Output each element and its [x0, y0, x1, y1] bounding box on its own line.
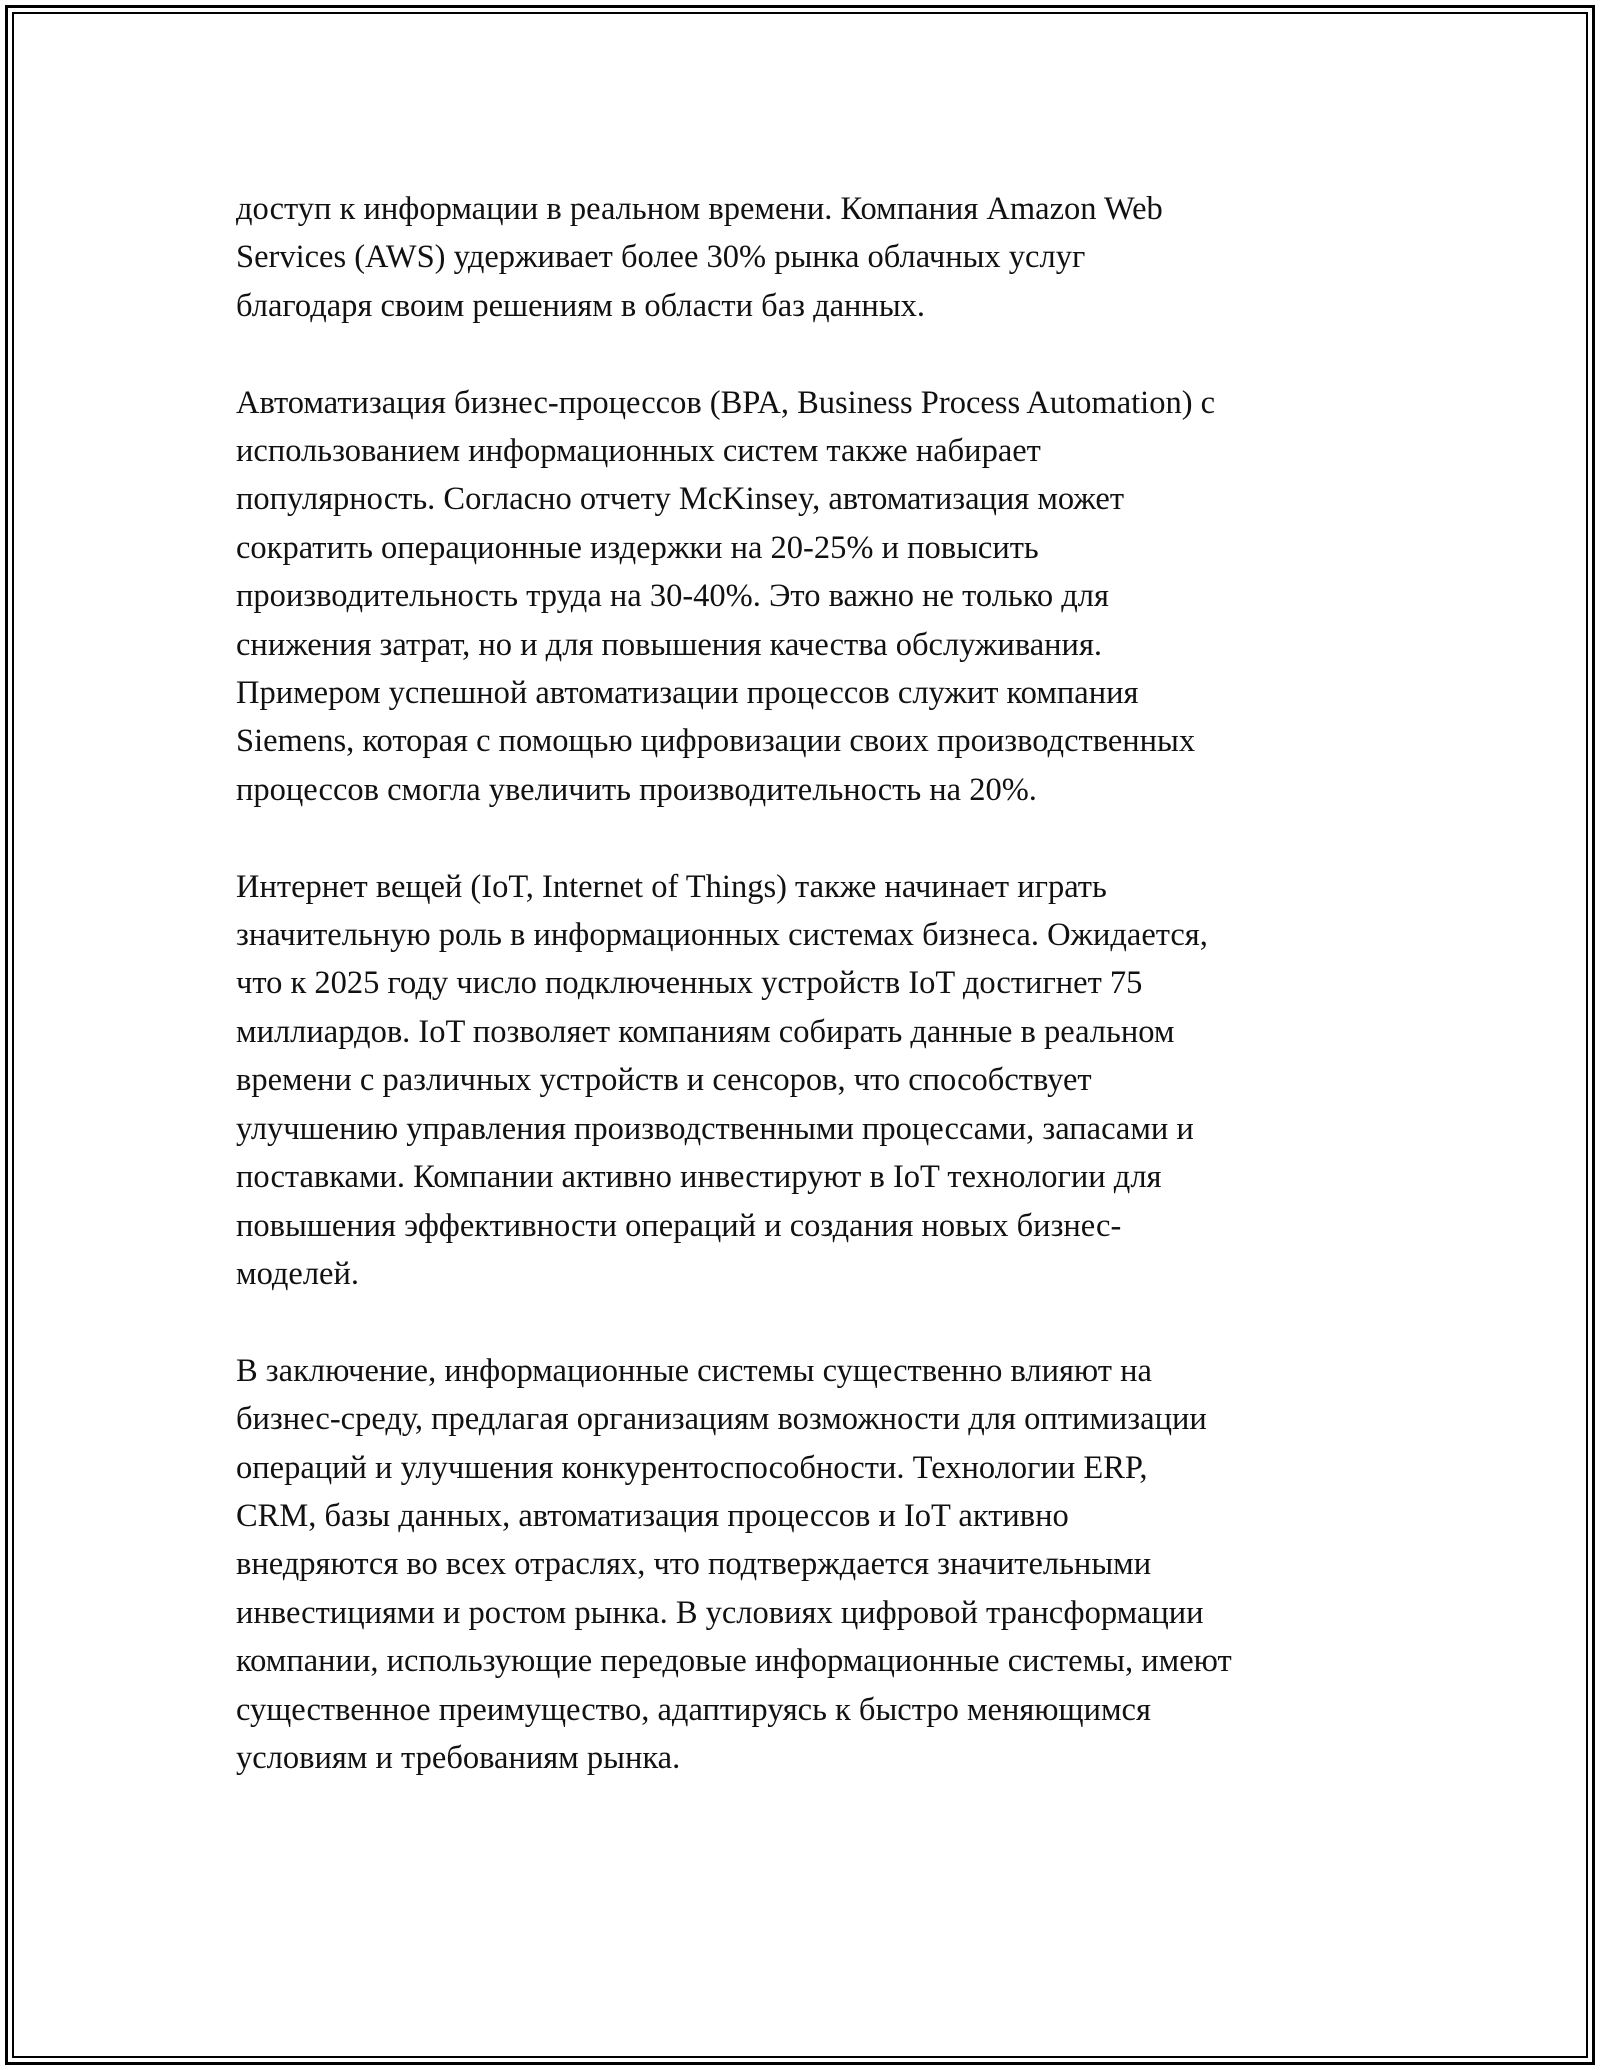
text-line: сократить операционные издержки на 20-25% и повысить	[236, 529, 1039, 566]
text-line: миллиардов. IoT позволяет компаниям собирать данные в реальном	[236, 1013, 1175, 1050]
text-line: процессов смогла увеличить производительность на 20%.	[236, 771, 1037, 808]
text-line: операций и улучшения конкурентоспособности. Технологии ERP,	[236, 1449, 1148, 1486]
text-line: Автоматизация бизнес-процессов (BPA, Business Process Automation) с	[236, 384, 1216, 421]
text-line: доступ к информации в реальном времени. Компания Amazon Web	[236, 191, 1163, 227]
text-line: компании, использующие передовые информационные системы, имеют	[236, 1643, 1232, 1680]
text-line: улучшению управления производственными процессами, запасами и	[236, 1110, 1194, 1147]
text-line: значительную роль в информационных системах бизнеса. Ожидается,	[236, 917, 1208, 954]
text-line: инвестициями и ростом рынка. В условиях цифровой трансформации	[236, 1594, 1204, 1631]
text-line: что к 2025 году число подключенных устройств IoT достигнет 75	[236, 965, 1143, 1002]
text-line: Примером успешной автоматизации процессов служит компания	[236, 675, 1139, 712]
text-line: условиям и требованиям рынка.	[236, 1739, 681, 1776]
text-line: времени с различных устройств и сенсоров, что способствует	[236, 1062, 1092, 1099]
paragraph-conclusion	[236, 1347, 1386, 1783]
paragraph-internet-of-things	[236, 863, 1386, 1299]
text-line: поставками. Компании активно инвестируют в IoT технологии для	[236, 1159, 1162, 1196]
text-line: В заключение, информационные системы существенно влияют на	[236, 1352, 1152, 1389]
text-line: Siemens, которая с помощью цифровизации своих производственных	[236, 723, 1196, 760]
text-line: моделей.	[236, 1255, 360, 1292]
text-line: существенное преимущество, адаптируясь к быстро меняющимся	[236, 1691, 1151, 1728]
text-line: повышения эффективности операций и создания новых бизнес-	[236, 1207, 1122, 1244]
document-body	[236, 185, 1386, 1831]
text-line: бизнес-среду, предлагая организациям возможности для оптимизации	[236, 1401, 1207, 1438]
text-line: благодаря своим решениям в области баз данных.	[236, 287, 926, 324]
text-line: Интернет вещей (IoT, Internet of Things) также начинает играть	[236, 868, 1107, 905]
text-line: снижения затрат, но и для повышения качества обслуживания.	[236, 626, 1103, 663]
text-line: внедряются во всех отраслях, что подтверждается значительными	[236, 1546, 1152, 1583]
text-line: использованием информационных систем также набирает	[236, 433, 1041, 470]
text-line: производительность труда на 30-40%. Это важно не только для	[236, 578, 1109, 615]
text-line: популярность. Согласно отчету McKinsey, автоматизация может	[236, 481, 1125, 518]
paragraph-cloud-databases	[236, 185, 1386, 330]
text-line: CRM, базы данных, автоматизация процессов и IoT активно	[236, 1497, 1069, 1534]
paragraph-business-process-automation	[236, 379, 1386, 815]
text-line: Services (AWS) удерживает более 30% рынка облачных услуг	[236, 239, 1086, 276]
